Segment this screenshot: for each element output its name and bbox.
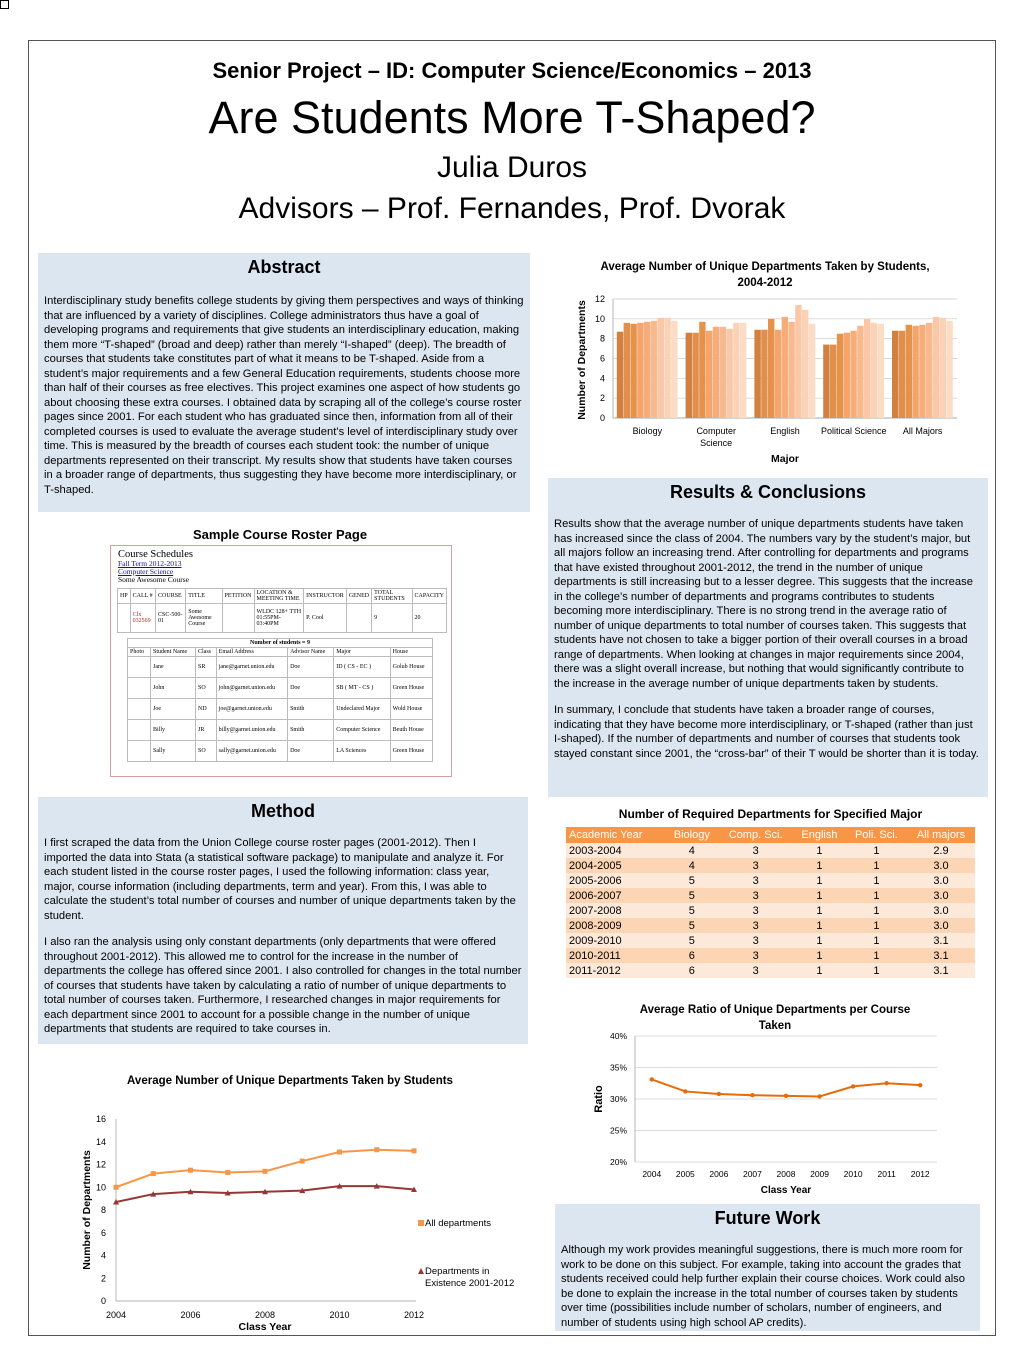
requirements-header-cell: Comp. Sci. [718, 827, 793, 843]
bar-chart-title: Average Number of Unique Departments Taken by Students, 2004-2012 [600, 261, 930, 289]
requirements-cell: 1 [846, 843, 907, 858]
advisors-line: Advisors – Prof. Fernandes, Prof. Dvorak [238, 192, 786, 225]
roster-student-cell: ID ( CS - EC ) [334, 657, 390, 678]
roster-student-header: House [390, 648, 432, 657]
future-work-heading: Future Work [714, 1208, 821, 1228]
requirements-cell: 1 [793, 933, 846, 948]
roster-student-cell: Doe [288, 741, 334, 762]
bar [844, 333, 850, 418]
ratio-point [817, 1094, 821, 1098]
requirements-cell: 6 [665, 948, 718, 963]
bar [809, 324, 815, 418]
bar [658, 318, 664, 418]
requirements-row [566, 963, 975, 978]
roster-student-cell: Golub House [390, 657, 432, 678]
ratio-x-tick: 2012 [910, 1169, 930, 1179]
bar [624, 323, 630, 418]
roster-course-cell: 20 [412, 604, 447, 633]
requirements-cell: 2008-2009 [566, 918, 665, 933]
method-heading: Method [251, 801, 315, 821]
requirements-cell: 5 [665, 933, 718, 948]
ratio-y-tick: 40% [609, 1031, 627, 1041]
requirements-row [566, 948, 975, 963]
trend-point-all [263, 1169, 268, 1174]
bar [775, 330, 781, 418]
trend-x-tick: 2010 [329, 1310, 350, 1320]
roster-screenshot [110, 545, 452, 777]
ratio-x-tick: 2008 [776, 1169, 796, 1179]
method-paragraph-2: I also ran the analysis using only constant departments (only departments that were offered throughout 2001-2012). This allowed me to control for the increase in the number of departments the college has offered since 2001. I also controlled for changes in the total number of courses that students have taken by calculating a ratio of number of unique departments to total number of courses taken. Furthermore, I researched changes in major requirements for each department since 2001 to account for a possible change in the number of unique departments that students are required to take courses in. [44, 936, 522, 1035]
requirements-cell: 3 [718, 858, 793, 873]
requirements-cell: 3.1 [907, 933, 975, 948]
bar-y-tick: 4 [599, 373, 605, 384]
bar [795, 305, 801, 418]
ratio-chart-title: Average Ratio of Unique Departments per Course Taken [639, 1004, 911, 1032]
roster-course-cell [222, 604, 254, 633]
requirements-table [566, 827, 975, 978]
method-paragraph-1: I first scraped the data from the Union College course roster pages (2001-2012). Then I imported the data into Stata (a statistical software package) to manipulate and analyze it. For each student listed in the course roster pages, I used the following information: class year, major, course information (including departments, term and year). From this, I was able to calculate the student’s total number of courses and number of unique departments taken by the student. [44, 837, 516, 922]
requirements-cell: 2011-2012 [566, 963, 665, 978]
trend-chart-title: Average Number of Unique Departments Taken by Students [127, 1075, 453, 1087]
requirements-cell: 6 [665, 963, 718, 978]
bar [671, 321, 677, 418]
roster-student-row [128, 678, 433, 699]
roster-course-header: TOTAL STUDENTS [372, 589, 412, 604]
roster-student-cell: john@garnet.union.edu [216, 678, 287, 699]
bar [878, 324, 884, 418]
ratio-y-tick: 20% [609, 1157, 627, 1167]
requirements-header-cell: All majors [907, 827, 975, 843]
requirements-cell: 1 [846, 858, 907, 873]
requirements-cell: 3.0 [907, 918, 975, 933]
ratio-y-tick: 25% [609, 1125, 627, 1136]
trend-point-all [337, 1149, 342, 1154]
roster-course-header: CAPACITY [412, 589, 447, 604]
requirements-cell: 1 [846, 903, 907, 918]
roster-student-cell: Doe [288, 678, 334, 699]
requirements-row [566, 843, 975, 858]
bar [788, 322, 794, 418]
roster-student-cell: Beuth House [390, 720, 432, 741]
ratio-point [650, 1077, 654, 1081]
trend-y-tick: 2 [100, 1273, 106, 1284]
requirements-cell: 5 [665, 918, 718, 933]
bar [699, 322, 705, 418]
bar [899, 331, 905, 418]
roster-student-cell [128, 720, 151, 741]
requirements-row [566, 873, 975, 888]
future-work-panel [555, 1204, 980, 1331]
ratio-x-tick: 2006 [709, 1169, 729, 1179]
requirements-cell: 3 [718, 873, 793, 888]
bar [651, 321, 657, 418]
trend-y-tick: 8 [100, 1205, 106, 1215]
roster-student-cell: Green House [390, 741, 432, 762]
bar-y-tick: 8 [599, 333, 605, 344]
bar [926, 323, 932, 418]
future-work-text: Although my work provides meaningful suggestions, there is much more room for work to be done on this subject. For example, taking into account the grades that students received could help further explain their course choices. Work could also be done to explain the increase in the total number of courses taken by students over time (possibilities include number of scholars, number of engineers, and number of students using high school AP credits). [561, 1244, 966, 1329]
requirements-cell: 1 [793, 888, 846, 903]
bar [720, 327, 726, 418]
bar-y-tick: 12 [594, 294, 605, 304]
trend-y-tick: 4 [100, 1250, 106, 1261]
bar-x-tick: Computer Science [696, 426, 736, 448]
legend-existing-marker [418, 1268, 424, 1274]
ratio-x-tick: 2009 [810, 1169, 830, 1179]
roster-course-cell: Clx 032569 [130, 604, 155, 633]
bar [630, 324, 636, 418]
trend-point-all [151, 1171, 156, 1176]
requirements-row [566, 903, 975, 918]
roster-student-cell: SO [195, 741, 216, 762]
trend-chart [78, 1105, 548, 1335]
bar [871, 323, 877, 418]
ratio-x-tick: 2010 [843, 1169, 863, 1179]
bar [733, 323, 739, 418]
roster-student-cell: Jane [151, 657, 196, 678]
roster-course-header: CALL # [130, 589, 155, 604]
trend-x-tick: 2008 [254, 1310, 276, 1320]
roster-student-row [128, 699, 433, 720]
roster-student-cell: sally@garnet.union.edu [216, 741, 287, 762]
requirements-cell: 5 [665, 888, 718, 903]
roster-course-header: TITLE [186, 589, 222, 604]
bar [802, 310, 808, 418]
results-paragraph-1: Results show that the average number of unique departments students have taken has increased since the class of 2004. The numbers vary by the student’s major, but all majors follow an increasing trend. After controlling for departments and programs that have existed throughout 2001-2012, the trend in the number of unique departments is still increasing but to a lesser degree. This suggests that the increase in the college’s number of departments and programs contributes to students becoming more interdisciplinary. There is no strong trend in the average ratio of number of unique departments to total number of courses taken. This suggests that students have not chosen to take a bigger portion of their overall courses in a broad range of departments. When looking at changes in major requirements since 2004, there was a slight overall increase, but nothing that would significantly contribute to the increase in the average number of unique departments taken by students. [554, 518, 973, 690]
roster-student-cell: ND [195, 699, 216, 720]
requirements-row [566, 888, 975, 903]
ratio-y-tick: 35% [609, 1062, 627, 1073]
roster-course-cell: Some Awesome Course [186, 604, 222, 633]
bar [754, 330, 760, 418]
trend-point-all [300, 1159, 305, 1164]
ratio-point [683, 1089, 687, 1093]
bar [686, 333, 692, 418]
trend-point-all [114, 1185, 119, 1190]
roster-student-cell: SO [195, 678, 216, 699]
method-panel [38, 797, 528, 1044]
roster-student-cell: Smith [288, 720, 334, 741]
requirements-cell: 3.1 [907, 948, 975, 963]
roster-dept-link[interactable]: Computer Science [118, 567, 174, 576]
requirements-cell: 4 [665, 858, 718, 873]
requirements-header-cell: Academic Year [566, 827, 665, 843]
abstract-text: Interdisciplinary study benefits college students by giving them perspectives and ways of thinking that are influenced by a variety of disciplines. College administrators thus have a goal of developing programs and requirements that give students an interdisciplinary education, making them more “T-shaped” (broad and deep) rather than merely “I-shaped” (deep). The breadth of courses that students take constitutes part of what it means to be T-shaped. Aside from a student’s major requirements and a few General Education requirements, students choose more than half of their courses as free electives. This project examines one aspect of how students go about choosing these extra courses. I obtained data by scraping all of the college’s course roster pages since 2001. For each student who has graduated since then, information from all of their completed courses is used to evaluate the average student’s level of interdisciplinary study over time. This is measured by the breadth of courses each student took: the number of unique departments represented on their transcript. My results show that students have taken courses in a broader range of departments, thus suggesting they have become more interdisciplinary, or T-shaped. [44, 295, 524, 496]
ratio-chart [585, 1026, 955, 1201]
roster-student-cell [128, 657, 151, 678]
ratio-point [750, 1093, 754, 1097]
project-line: Senior Project – ID: Computer Science/Economics – 2013 [212, 58, 812, 83]
trend-y-tick: 6 [100, 1227, 106, 1238]
requirements-cell: 1 [793, 903, 846, 918]
ratio-point [884, 1081, 888, 1085]
results-panel [548, 478, 988, 797]
roster-course-name: Some Awesome Course [118, 575, 189, 584]
roster-term-link[interactable]: Fall Term 2012-2013 [118, 559, 182, 568]
requirements-cell: 1 [793, 843, 846, 858]
roster-course-cell: CSC-500-01 [156, 604, 186, 633]
requirements-row [566, 918, 975, 933]
roster-student-header: Email Address [216, 648, 287, 657]
bar [713, 327, 719, 418]
bar-chart-ylabel: Number of Departments [576, 300, 588, 420]
requirements-cell: 2010-2011 [566, 948, 665, 963]
bar [768, 319, 774, 418]
roster-student-cell [128, 741, 151, 762]
requirements-cell: 3.1 [907, 963, 975, 978]
requirements-row [566, 933, 975, 948]
roster-student-row [128, 741, 433, 762]
requirements-cell: 1 [793, 963, 846, 978]
requirements-cell: 3 [718, 903, 793, 918]
roster-student-cell: jane@garnet.union.edu [216, 657, 287, 678]
roster-course-table [117, 588, 447, 633]
bar [906, 325, 912, 418]
ratio-x-tick: 2011 [877, 1169, 896, 1179]
abstract-panel [38, 253, 530, 512]
trend-point-all [188, 1168, 193, 1173]
roster-course-cell: P. Cool [304, 604, 347, 633]
poster-title: Are Students More T-Shaped? [208, 92, 816, 143]
requirements-cell: 1 [846, 963, 907, 978]
requirements-cell: 1 [793, 918, 846, 933]
bar-chart [565, 292, 975, 467]
requirements-cell: 5 [665, 903, 718, 918]
bar [823, 345, 829, 418]
roster-student-row [128, 720, 433, 741]
trend-chart-xlabel: Class Year [238, 1321, 292, 1333]
roster-course-header: HP [118, 589, 131, 604]
roster-course-cell: WLDC 128+ TTH 01:55PM-03:40PM [254, 604, 304, 633]
bar [617, 332, 623, 418]
trend-series-all-line [116, 1150, 414, 1188]
requirements-cell: 3 [718, 933, 793, 948]
bar-y-tick: 0 [599, 413, 605, 423]
roster-student-header: Major [334, 648, 390, 657]
bar [940, 318, 946, 418]
requirements-cell: 1 [793, 948, 846, 963]
author-name: Julia Duros [436, 151, 588, 184]
roster-student-cell: Doe [288, 657, 334, 678]
roster-student-header: Class [195, 648, 216, 657]
trend-y-tick: 10 [95, 1182, 106, 1193]
bar-x-tick: Biology [632, 426, 663, 436]
trend-point-all [374, 1147, 379, 1152]
ratio-point [851, 1084, 855, 1088]
requirements-cell: 1 [846, 873, 907, 888]
requirements-cell: 3.0 [907, 903, 975, 918]
bar [782, 317, 788, 418]
requirements-cell: 2003-2004 [566, 843, 665, 858]
roster-student-header: Student Name [151, 648, 196, 657]
legend-existing-label: Departments in Existence 2001-2012 [425, 1266, 515, 1289]
roster-student-row [128, 657, 433, 678]
students-caption: Number of students = 9 [128, 639, 433, 648]
bar [946, 321, 952, 418]
requirements-cell: 1 [846, 948, 907, 963]
roster-student-cell: Undeclared Major [334, 699, 390, 720]
ratio-chart-ylabel: Ratio [593, 1085, 605, 1113]
bar [912, 326, 918, 418]
roster-student-cell [128, 678, 151, 699]
roster-student-cell: Computer Science [334, 720, 390, 741]
bar [857, 326, 863, 418]
requirements-cell: 1 [793, 873, 846, 888]
bar-x-tick: All Majors [902, 426, 943, 436]
requirements-cell: 2007-2008 [566, 903, 665, 918]
requirements-cell: 3 [718, 948, 793, 963]
requirements-cell: 3.0 [907, 858, 975, 873]
trend-chart-ylabel: Number of Departments [81, 1150, 93, 1270]
bar [692, 333, 698, 418]
trend-y-tick: 16 [95, 1114, 106, 1124]
roster-course-header: GENED [346, 589, 371, 604]
corner-checkbox-icon [0, 0, 9, 9]
roster-student-cell: Billy [151, 720, 196, 741]
roster-course-cell [346, 604, 371, 633]
ratio-x-tick: 2007 [742, 1169, 762, 1179]
bar [830, 345, 836, 418]
roster-student-cell [128, 699, 151, 720]
requirements-cell: 3 [718, 918, 793, 933]
bar-y-tick: 6 [599, 353, 605, 364]
requirements-cell: 2005-2006 [566, 873, 665, 888]
trend-x-tick: 2006 [180, 1310, 201, 1320]
requirements-header-cell: Biology [665, 827, 718, 843]
roster-title: Course Schedules [118, 549, 193, 560]
bar [740, 323, 746, 418]
bar-y-tick: 10 [594, 313, 605, 324]
trend-point-all [225, 1170, 230, 1175]
roster-student-header: Photo [128, 648, 151, 657]
ratio-chart-xlabel: Class Year [760, 1185, 812, 1196]
requirements-cell: 3.0 [907, 873, 975, 888]
ratio-point [784, 1094, 788, 1098]
bar-chart-xlabel: Major [770, 453, 800, 465]
bar [864, 319, 870, 418]
roster-students-table [127, 638, 433, 762]
bar-y-tick: 2 [599, 393, 605, 404]
roster-course-header: PETITION [222, 589, 254, 604]
ratio-x-tick: 2004 [642, 1169, 662, 1179]
requirements-table-title: Number of Required Departments for Specified Major [618, 807, 923, 821]
bar [837, 334, 843, 418]
bar [726, 329, 732, 418]
roster-course-header: COURSE [156, 589, 186, 604]
requirements-cell: 1 [846, 918, 907, 933]
roster-student-cell: LA Sciences [334, 741, 390, 762]
requirements-cell: 1 [846, 888, 907, 903]
bar [919, 325, 925, 418]
legend-all-marker [418, 1220, 424, 1226]
bar [637, 323, 643, 418]
roster-course-cell: 9 [372, 604, 412, 633]
roster-student-cell: JR [195, 720, 216, 741]
roster-student-header: Advisor Name [288, 648, 334, 657]
bar [706, 331, 712, 418]
ratio-x-tick: 2005 [675, 1169, 695, 1179]
requirements-header-cell: English [793, 827, 846, 843]
requirements-cell: 3 [718, 963, 793, 978]
trend-x-tick: 2012 [403, 1310, 425, 1320]
ratio-y-tick: 30% [609, 1094, 627, 1104]
roster-caption: Sample Course Roster Page [192, 527, 368, 542]
requirements-row [566, 858, 975, 873]
roster-student-cell: SR [195, 657, 216, 678]
roster-student-cell: joe@garnet.union.edu [216, 699, 287, 720]
requirements-cell: 3 [718, 843, 793, 858]
results-paragraph-2: In summary, I conclude that students have taken a broader range of courses, indicating that they have become more interdisciplinary, or T-shaped (rather than just I-shaped). If the number of departments and number of courses that students took stayed constant since 2001, the “cross-bar” of their T would be shorter than it is today. [554, 704, 979, 760]
roster-student-cell: Wold House [390, 699, 432, 720]
trend-y-tick: 14 [95, 1136, 106, 1147]
requirements-cell: 5 [665, 873, 718, 888]
trend-point-all [412, 1148, 417, 1153]
bar [664, 318, 670, 418]
roster-student-cell: Joe [151, 699, 196, 720]
bar [644, 322, 650, 418]
bar [933, 317, 939, 418]
trend-x-tick: 2004 [105, 1310, 127, 1320]
roster-student-cell: SB ( MT - CS ) [334, 678, 390, 699]
requirements-cell: 1 [846, 933, 907, 948]
roster-student-cell: billy@garnet.union.edu [216, 720, 287, 741]
requirements-cell: 4 [665, 843, 718, 858]
requirements-cell: 2009-2010 [566, 933, 665, 948]
bar [850, 331, 856, 418]
roster-course-cell [118, 604, 131, 633]
roster-student-cell: Smith [288, 699, 334, 720]
roster-course-header: INSTRUCTOR [304, 589, 347, 604]
legend-all-label: All departments [425, 1218, 492, 1229]
roster-student-cell: Green House [390, 678, 432, 699]
requirements-cell: 1 [793, 858, 846, 873]
bar-x-tick: English [770, 426, 800, 436]
trend-y-tick: 12 [95, 1159, 106, 1170]
roster-course-header: LOCATION & MEETING TIME [254, 589, 304, 604]
bar [761, 330, 767, 418]
requirements-cell: 2004-2005 [566, 858, 665, 873]
requirements-cell: 2006-2007 [566, 888, 665, 903]
roster-student-cell: Sally [151, 741, 196, 762]
roster-student-cell: John [151, 678, 196, 699]
requirements-cell: 2.9 [907, 843, 975, 858]
abstract-heading: Abstract [247, 257, 321, 277]
ratio-point [717, 1092, 721, 1096]
trend-y-tick: 0 [100, 1296, 106, 1306]
results-heading: Results & Conclusions [669, 482, 867, 502]
requirements-header-cell: Poli. Sci. [846, 827, 907, 843]
bar [892, 331, 898, 418]
ratio-point [918, 1083, 922, 1087]
requirements-cell: 3.0 [907, 888, 975, 903]
bar-x-tick: Political Science [821, 426, 887, 436]
requirements-cell: 3 [718, 888, 793, 903]
